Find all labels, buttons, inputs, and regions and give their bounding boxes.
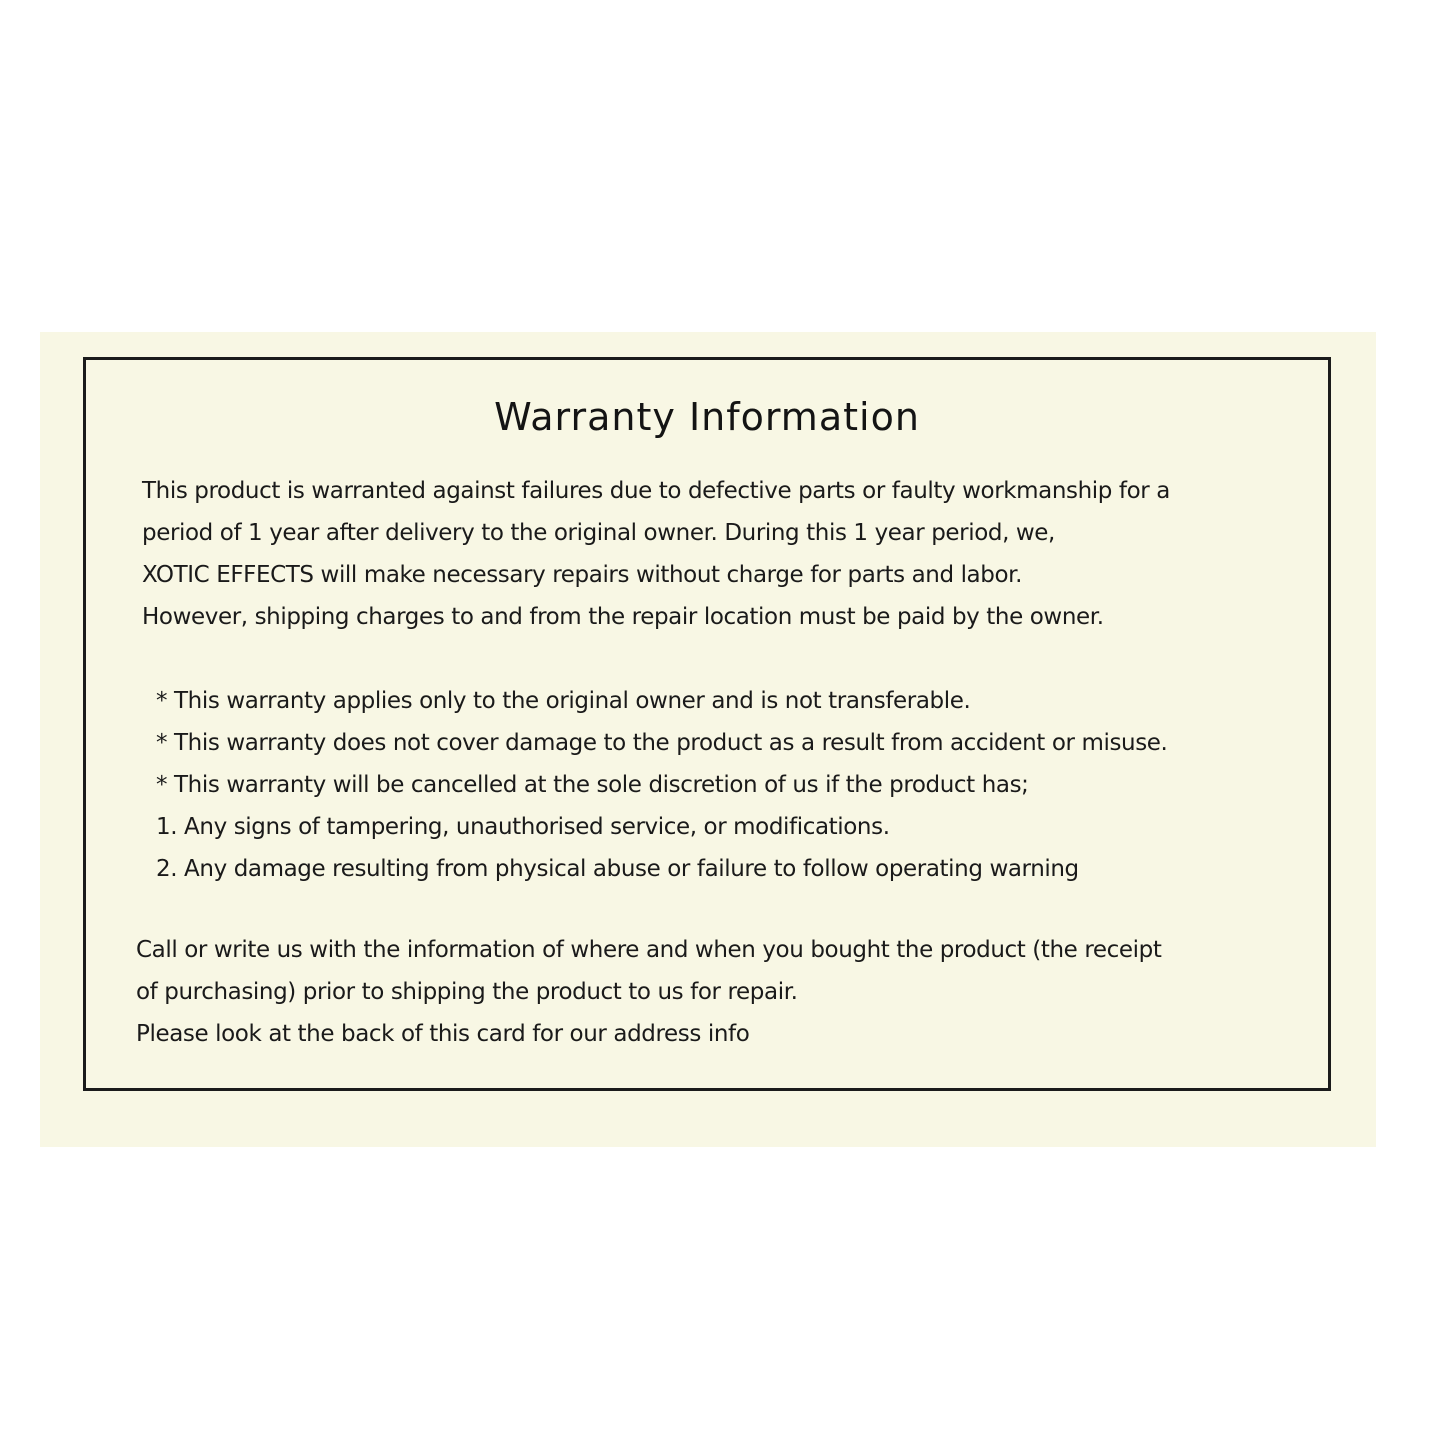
card-border-frame — [83, 357, 1331, 1091]
terms-item: * This warranty does not cover damage to the product as a result from accident or misuse. — [156, 730, 1168, 756]
contact-line: Please look at the back of this card for our address info — [136, 1021, 750, 1047]
contact-line: Call or write us with the information of where and when you bought the product (the receipt — [136, 937, 1162, 963]
warranty-card — [40, 332, 1376, 1147]
terms-item: 1. Any signs of tampering, unauthorised service, or modifications. — [156, 814, 890, 840]
intro-line: However, shipping charges to and from the repair location must be paid by the owner. — [142, 604, 1104, 630]
terms-item: * This warranty applies only to the original owner and is not transferable. — [156, 688, 971, 714]
intro-line: period of 1 year after delivery to the original owner. During this 1 year period, we, — [142, 520, 1055, 546]
terms-list — [156, 680, 1167, 890]
contact-paragraph — [136, 929, 1161, 1055]
intro-paragraph — [142, 470, 1170, 638]
intro-line: This product is warranted against failures due to defective parts or faulty workmanship for a — [142, 478, 1170, 504]
terms-item: 2. Any damage resulting from physical abuse or failure to follow operating warning — [156, 856, 1079, 882]
card-title: Warranty Information — [494, 395, 920, 439]
terms-item: * This warranty will be cancelled at the sole discretion of us if the product has; — [156, 772, 1029, 798]
intro-line: XOTIC EFFECTS will make necessary repairs without charge for parts and labor. — [142, 562, 1022, 588]
contact-line: of purchasing) prior to shipping the product to us for repair. — [136, 979, 798, 1005]
